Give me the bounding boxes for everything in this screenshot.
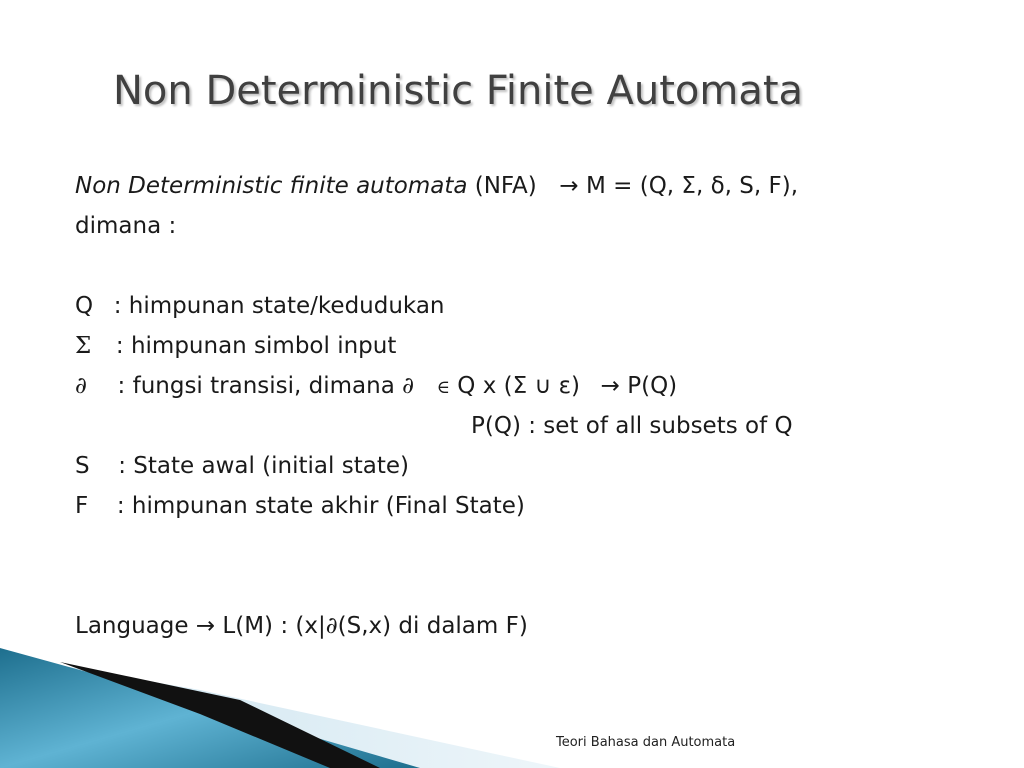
formula-result: P(Q) [627, 373, 678, 399]
powerset-note: P(Q) : set of all subsets of Q [471, 413, 793, 439]
item-desc: : State awal (initial state) [118, 453, 409, 479]
language-line [75, 611, 528, 641]
definition-term: Non Deterministic finite automata [75, 173, 468, 199]
footer-text: Teori Bahasa dan Automata [556, 735, 736, 750]
language-label: Language [75, 613, 189, 639]
item-desc: : himpunan simbol input [115, 333, 397, 359]
sigma-symbol: Σ [75, 333, 92, 359]
formula-partial-symbol: ∂ [402, 373, 415, 399]
partial-symbol: ∂ [75, 373, 87, 399]
element-of-symbol: ∈ [436, 377, 450, 398]
definition-line [75, 171, 798, 201]
arrow-icon: → [600, 373, 620, 399]
item-desc: : himpunan state akhir (Final State) [116, 493, 525, 519]
item-symbol: F [75, 493, 89, 519]
item-desc: : himpunan state/kedudukan [113, 293, 445, 319]
item-q [75, 291, 445, 321]
item-desc: : fungsi transisi, dimana [117, 373, 395, 399]
item-symbol: S [75, 453, 90, 479]
definition-tuple: M = (Q, Σ, δ, S, F), [585, 173, 799, 199]
item-symbol: Q [75, 293, 94, 319]
item-sigma [75, 331, 396, 361]
language-partial-symbol: ∂ [325, 613, 338, 639]
item-s [75, 451, 409, 481]
item-f [75, 491, 525, 521]
dimana-line: dimana : [75, 213, 177, 239]
definition-abbr: (NFA) [474, 173, 537, 199]
slide-title: Non Deterministic Finite Automata [113, 68, 804, 114]
item-delta [75, 371, 677, 403]
arrow-icon: → [195, 613, 216, 639]
formula-domain: Q x (Σ ∪ ε) [457, 373, 581, 399]
language-rest: (S,x) di dalam F) [337, 613, 528, 639]
language-expr: L(M) : (x| [222, 613, 326, 639]
arrow-icon: → [559, 173, 579, 199]
